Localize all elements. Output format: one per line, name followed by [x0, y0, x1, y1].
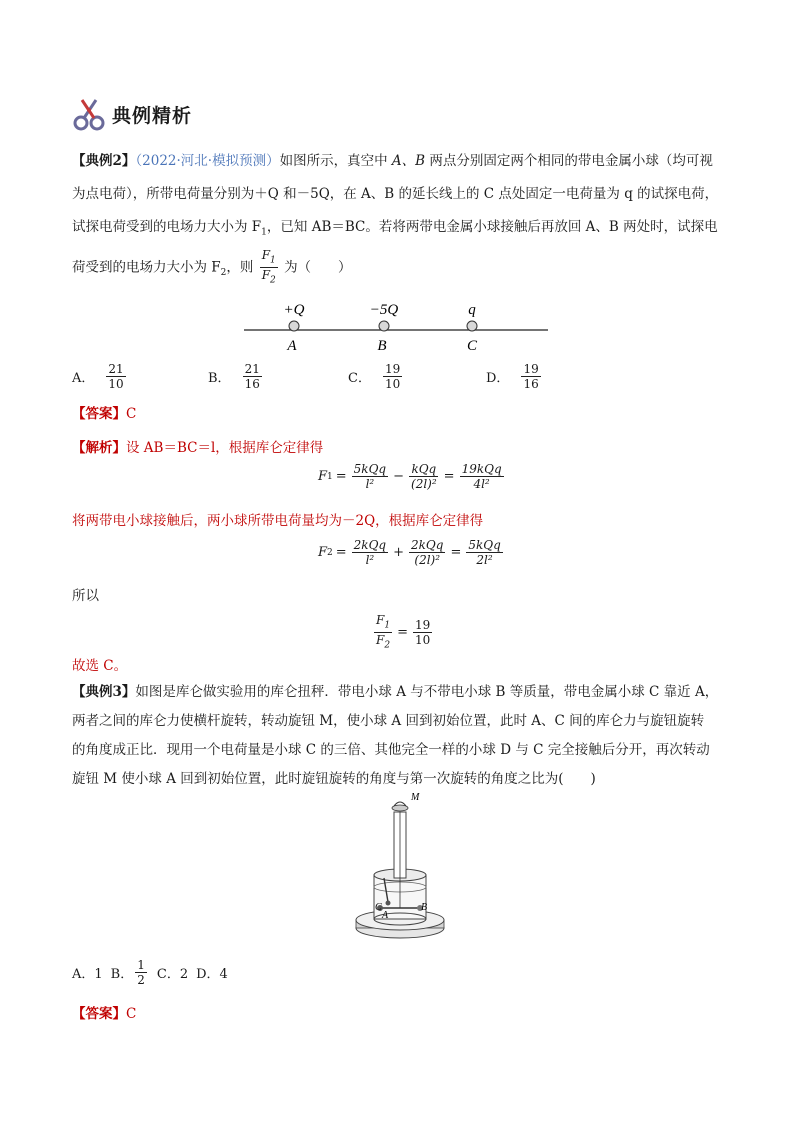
example2-contact-text: 将两带电小球接触后，两小球所带电荷量均为－2Q，根据库仑定律得	[72, 513, 484, 529]
example3-line4: 旋钮 M 使小球 A 回到初始位置，此时旋钮旋转的角度与第一次旋转的角度之比为( )	[72, 771, 596, 787]
point-A-label: A	[287, 338, 297, 354]
ball-B	[379, 321, 389, 331]
section-title: 典例精析	[112, 104, 193, 127]
option-a[interactable]: A．1	[72, 967, 103, 982]
scissors-icon	[72, 96, 108, 132]
charge-A-label: +Q	[283, 302, 305, 318]
ball-A	[289, 321, 299, 331]
example2-line2: 为点电荷），所带电荷量分别为＋Q 和－5Q，在 A、B 的延长线上的 C 点处固定一电荷量为 q 的试探电荷，	[72, 186, 719, 202]
charge-B-label: −5Q	[369, 302, 399, 318]
example3-line1: 【典例3】如图是库仑做实验用的库仑扭秤．带电小球 A 与不带电小球 B 等质量，带电金属小球 C 靠近 A，	[72, 684, 719, 700]
ball-C	[467, 321, 477, 331]
ball-C-label: C	[375, 902, 382, 913]
equation-1: F 1 = $\frac{\text{5kQq}}{\text{l²}}$ − $\frac{\text{kQq}}{\text{(2l)²}}$ = $\frac{\text{19kQq}}{\text{4l²}}$	[318, 462, 502, 491]
example3-label: 【典例3】	[72, 684, 136, 700]
example2-line1: 【典例2】（2022·河北·模拟预测）如图所示，真空中 A、B 两点分别固定两个相同的带电金属小球（均可视	[72, 153, 713, 169]
example2-answer: 【答案】C	[72, 406, 137, 422]
ratio-fraction: $\frac{F_1}{F_2}$	[261, 248, 276, 286]
equation-2: F 2 = $\frac{\text{2kQq}}{\text{l²}}$ + $\frac{\text{2kQq}}{\text{(2l)²}}$ = $\frac{\text{5kQq}}{\text{2l²}}$	[318, 538, 501, 567]
option-c[interactable]: C． $\frac{19}{10}$	[348, 362, 401, 391]
knob-M-label: M	[411, 792, 420, 803]
example3-answer: 【答案】C	[72, 1006, 137, 1022]
point-B-label: B	[377, 338, 387, 354]
torsion-balance-figure	[350, 790, 450, 945]
example2-label: 【典例2】	[72, 153, 136, 169]
option-c[interactable]: C．2	[156, 967, 189, 982]
option-a[interactable]: A． $\frac{21}{10}$	[72, 362, 124, 391]
option-b[interactable]: B． $\frac{1}{2}$	[110, 958, 145, 987]
example2-conclusion: 故选 C。	[72, 658, 128, 674]
ball-B-label: B	[421, 902, 428, 913]
example3-options	[72, 958, 228, 987]
example2-analysis: 【解析】设 AB＝BC＝l，根据库仑定律得	[72, 440, 324, 456]
option-d[interactable]: D． $\frac{19}{16}$	[486, 362, 539, 391]
equation-3: $\frac{F_1}{F_2}$ = $\frac{19}{10}$	[376, 613, 431, 651]
example3-line2: 两者之间的库仑力使横杆旋转，转动旋钮 M，使小球 A 回到初始位置，此时 A、C 间的库仑力与旋钮旋转	[72, 713, 705, 729]
example2-line3: 试探电荷受到的电场力大小为 $F_1$，已知 AB＝BC。若将两带电金属小球接触后再放回 A、B 两处时，试探电	[72, 219, 718, 238]
option-d[interactable]: D．4	[196, 967, 228, 982]
example3-line3: 的角度成正比．现用一个电荷量是小球 C 的三倍、其他完全一样的小球 D 与 C 完全接触后分开，再次转动	[72, 742, 710, 758]
charges-figure	[240, 292, 552, 354]
ball-A-label: A	[382, 910, 389, 921]
example2-source: （2022·河北·模拟预测）	[135, 153, 280, 169]
section-heading	[72, 96, 192, 132]
point-C-label: C	[466, 338, 478, 354]
example2-so: 所以	[72, 588, 99, 604]
example2-line4: 荷受到的电场力大小为 $F_2$，则 $\frac{F_1}{F_2}$ 为（ ）	[72, 248, 352, 286]
option-b[interactable]: B． $\frac{21}{16}$	[208, 362, 260, 391]
charge-C-label: q	[468, 302, 476, 318]
